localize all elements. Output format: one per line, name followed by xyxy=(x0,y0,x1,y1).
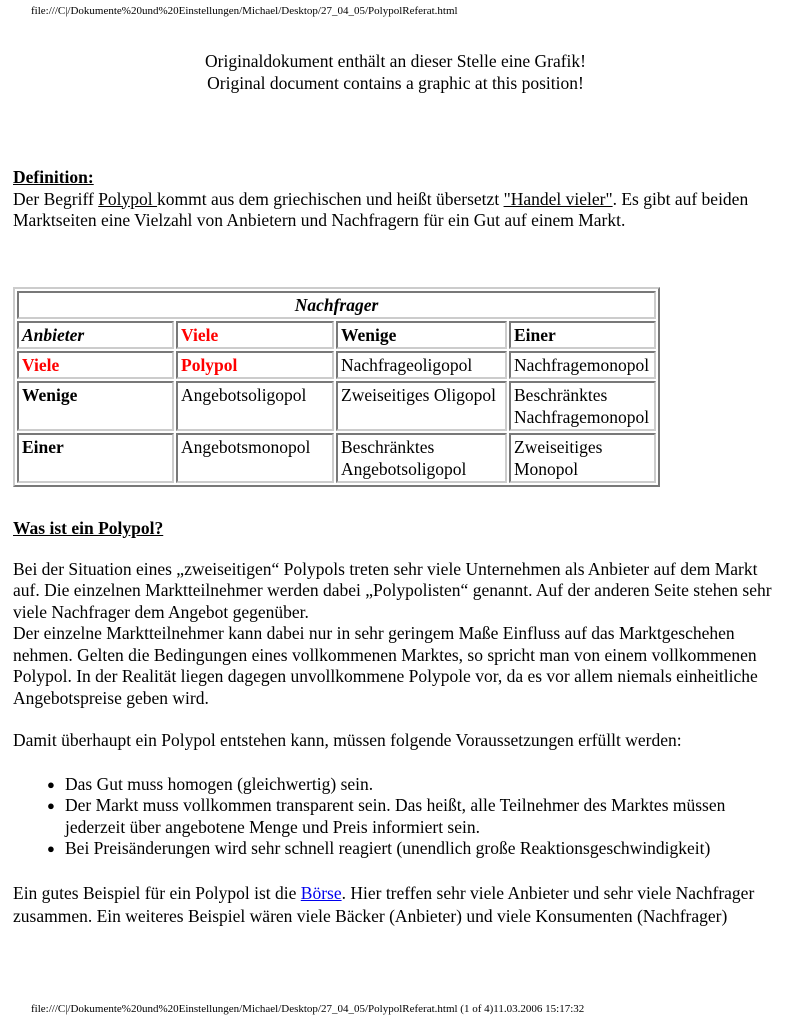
notice-english: Original document contains a graphic at this position! xyxy=(207,72,584,93)
list-item: ● Der Markt muss vollkommen transparent sein. Das heißt, alle Teilnehmer des Marktes müssen jederzeit über angebotene Menge und Preis informiert sein. xyxy=(65,795,783,838)
polypol-section xyxy=(13,518,783,928)
polypol-heading: Was ist ein Polypol? xyxy=(13,518,164,538)
text: . Es gibt auf beiden Marktseiten eine Vielzahl von Anbietern und Nachfragern für ein Gut auf einem Markt. xyxy=(13,188,749,230)
list-item: ● Bei Preisänderungen wird sehr schnell reagiert (unendlich große Reaktionsgeschwindigkeit) xyxy=(65,838,783,860)
page-footer-path: file:///C|/Dokumente%20und%20Einstellungen/Michael/Desktop/27_04_05/PolypolReferat.html (1 of 4)11.03.2006 15:17:32 xyxy=(31,1003,585,1015)
text: Ein gutes Beispiel für ein Polypol ist die xyxy=(13,882,301,903)
header-cell: Viele xyxy=(176,321,334,349)
header-cell: Anbieter xyxy=(17,321,174,349)
table-cell: Polypol xyxy=(176,351,334,379)
table-row xyxy=(17,351,656,379)
table-cell: Zweiseitiges Monopol xyxy=(509,433,656,483)
definition-text xyxy=(13,189,783,232)
boerse-link[interactable]: Börse xyxy=(300,882,342,903)
text: kommt aus dem griechischen und heißt übersetzt xyxy=(157,188,504,209)
table-header-row xyxy=(17,321,656,349)
paragraph: Der einzelne Marktteilnehmer kann dabei nur in sehr geringem Maße Einfluss auf das Marktgeschehen nehmen. Gelten die Bedingungen eines vollkommenen Marktes, so spricht man von einem vollkommenen Polypol. In der Realität liegen dagegen unvollkommene Polypole vor, da es vor allem niemals einheitliche Angebotspreise geben wird. xyxy=(13,623,758,708)
header-cell: Wenige xyxy=(336,321,507,349)
term-translation: "Handel vieler" xyxy=(503,188,613,209)
requirements-list xyxy=(13,774,783,860)
market-forms-table xyxy=(13,287,660,487)
table-row xyxy=(17,433,656,483)
definition-heading: Definition: xyxy=(13,167,94,187)
graphic-placeholder-notice xyxy=(0,51,791,94)
table-cell: Angebotsmonopol xyxy=(176,433,334,483)
table-row xyxy=(17,381,656,431)
row-label: Viele xyxy=(17,351,174,379)
row-label: Einer xyxy=(17,433,174,483)
text: Der Begriff xyxy=(13,188,99,209)
paragraph xyxy=(13,882,783,928)
paragraph: Damit überhaupt ein Polypol entstehen kann, müssen folgende Voraussetzungen erfüllt werden: xyxy=(13,730,682,750)
page-header-path: file:///C|/Dokumente%20und%20Einstellungen/Michael/Desktop/27_04_05/PolypolReferat.html xyxy=(31,5,458,17)
definition-section xyxy=(13,167,783,232)
table-cell: Nachfrageoligopol xyxy=(336,351,507,379)
table-title: Nachfrager xyxy=(17,291,656,319)
table-cell: Beschränktes Nachfragemonopol xyxy=(509,381,656,431)
table-cell: Zweiseitiges Oligopol xyxy=(336,381,507,431)
table-cell: Angebotsoligopol xyxy=(176,381,334,431)
text: . Hier treffen sehr viele Anbieter und sehr viele Nachfrager zusammen. Ein weiteres Beispiel wären viele Bäcker (Anbieter) und viele Konsumenten (Nachfrager) xyxy=(13,882,755,926)
paragraph: Bei der Situation eines „zweiseitigen“ Polypols treten sehr viele Unternehmen als Anbieter auf dem Markt auf. Die einzelnen Marktteilnehmer werden dabei „Polypolisten“ genannt. Auf der anderen Seite stehen sehr viele Nachfrager dem Angebot gegenüber. xyxy=(13,558,772,622)
term-polypol: Polypol xyxy=(98,188,158,209)
notice-german: Originaldokument enthält an dieser Stelle eine Grafik! xyxy=(205,51,586,71)
table-cell: Nachfragemonopol xyxy=(509,351,656,379)
header-cell: Einer xyxy=(509,321,656,349)
row-label: Wenige xyxy=(17,381,174,431)
list-item: ● Das Gut muss homogen (gleichwertig) sein. xyxy=(65,774,783,796)
table-cell: Beschränktes Angebotsoligopol xyxy=(336,433,507,483)
